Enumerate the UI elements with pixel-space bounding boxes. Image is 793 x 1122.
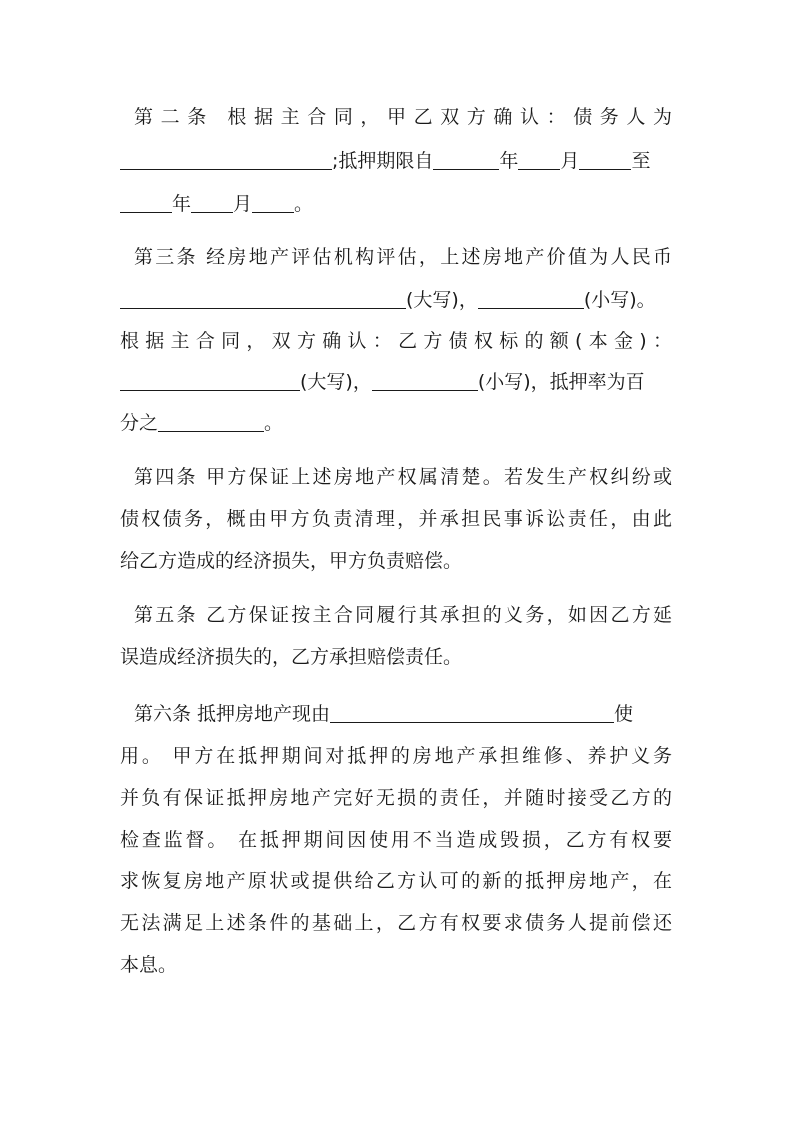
article-3-line-3: 根据主合同，双方确认：乙方债权标的额(本金)：	[120, 330, 672, 352]
principal-lowercase-blank[interactable]	[372, 369, 478, 391]
mortgage-rate-blank[interactable]	[158, 410, 264, 432]
article-6-line-1: 第六条 抵押房地产现由 使	[134, 703, 634, 725]
article-6-line-3: 并负有保证抵押房地产完好无损的责任，并随时接受乙方的	[120, 787, 672, 809]
article-5-line-2: 误造成经济损失的，乙方承担赔偿责任。	[120, 646, 463, 668]
article-6-line-6: 无法满足上述条件的基础上，乙方有权要求债务人提前偿还	[120, 912, 672, 934]
term-end-year-blank[interactable]	[120, 191, 172, 213]
debtor-blank[interactable]	[120, 148, 332, 170]
article-3-line-4: (大写)， (小写)，抵押率为百	[120, 367, 672, 397]
term-start-month-blank[interactable]	[518, 148, 560, 170]
value-lowercase-blank[interactable]	[478, 287, 584, 309]
article-4-line-3: 给乙方造成的经济损失，甲方负责赔偿。	[120, 550, 463, 572]
value-uppercase-blank[interactable]	[120, 287, 406, 309]
article-3-line-1: 第三条 经房地产评估机构评估，上述房地产价值为人民币	[134, 246, 672, 268]
article-2-line-2: ;抵押期限自 年 月 至	[120, 146, 672, 176]
article-4-line-2: 债权债务，概由甲方负责清理，并承担民事诉讼责任，由此	[120, 508, 672, 530]
article-6-line-2: 用。 甲方在抵押期间对抵押的房地产承担维修、养护义务	[120, 745, 672, 767]
article-2-line-3: 年 月 。	[120, 189, 672, 219]
term-start-day-blank[interactable]	[579, 148, 631, 170]
article-3-line-5: 分之 。	[120, 412, 284, 434]
user-blank[interactable]	[330, 701, 614, 723]
term-end-day-blank[interactable]	[252, 191, 294, 213]
term-end-month-blank[interactable]	[191, 191, 233, 213]
term-start-year-blank[interactable]	[433, 148, 499, 170]
article-3-line-2: (大写)， (小写)。	[120, 285, 672, 315]
article-4-line-1: 第四条 甲方保证上述房地产权属清楚。若发生产权纠纷或	[134, 466, 672, 488]
principal-uppercase-blank[interactable]	[120, 369, 300, 391]
article-2-line-1: 第二条 根据主合同，甲乙双方确认：债务人为	[134, 106, 672, 128]
article-6-line-7: 本息。	[120, 954, 178, 976]
article-6-line-4: 检查监督。 在抵押期间因使用不当造成毁损，乙方有权要	[120, 829, 672, 851]
article-5-line-1: 第五条 乙方保证按主合同履行其承担的义务，如因乙方延	[134, 604, 672, 626]
article-6-line-5: 求恢复房地产原状或提供给乙方认可的新的抵押房地产，在	[120, 870, 672, 892]
